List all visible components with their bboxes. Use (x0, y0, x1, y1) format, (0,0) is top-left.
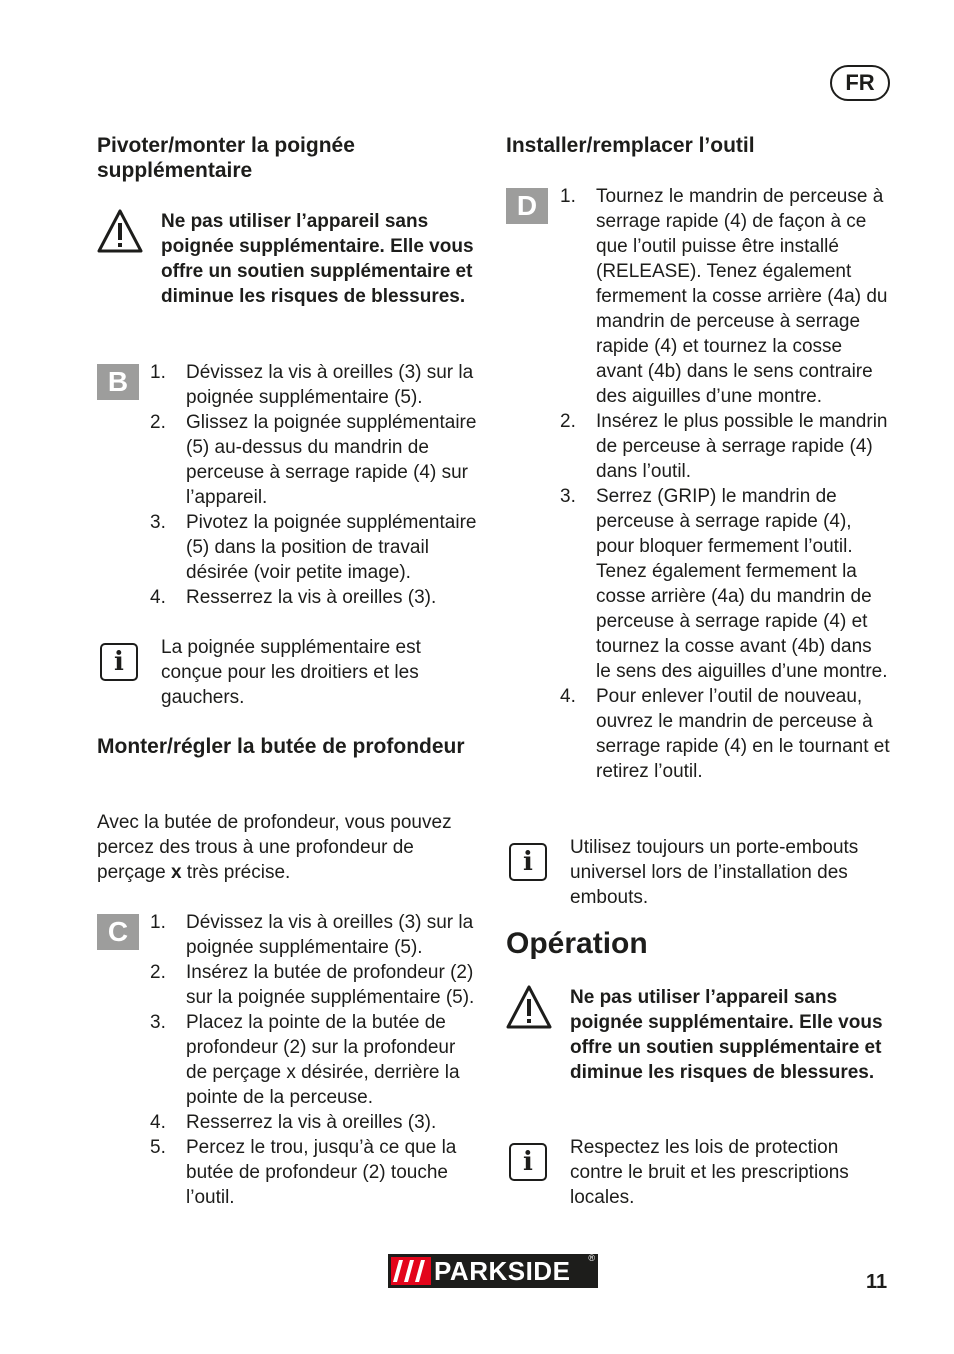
warning-text: Ne pas utiliser l’appareil sans poignée supplémentaire. Elle vous offre un soutien supplémentaire et diminue les risques de blessures. (161, 211, 474, 307)
figure-tile-c: C (97, 914, 139, 950)
parkside-logo (388, 1254, 598, 1288)
figure-tile-d: D (506, 188, 548, 224)
list-item: 2. Glissez la poignée supplémentaire (5) au-dessus du mandrin de perceuse à serrage rapide (4) sur l’appareil. (150, 412, 477, 508)
steps-list-d (560, 184, 890, 784)
list-item: 3. Pivotez la poignée supplémentaire (5) dans la position de travail désirée (voir petite image). (150, 512, 477, 583)
list-item: 4. Resserrez la vis à oreilles (3). (150, 587, 437, 608)
info-icon: i (100, 643, 138, 681)
info-note-text: Respectez les lois de protection contre le bruit et les prescriptions locales. (570, 1137, 849, 1208)
list-item: 1. Tournez le mandrin de perceuse à serrage rapide (4) de façon à ce que l’outil puisse être installé (RELEASE). Tenez également fermement la cosse arrière (4a) du mandrin de perceuse à serrage rapide (4) et tournez la cosse avant (4b) dans le sens contraire des aiguilles d’une montre. (560, 186, 888, 407)
logo-stripes-icon (391, 1257, 431, 1285)
logo-stripes (391, 1257, 431, 1285)
info-note-text: Utilisez toujours un porte-embouts universel lors de l’installation des embouts. (570, 837, 859, 908)
info-icon: i (509, 1143, 547, 1181)
list-item: 1. Dévissez la vis à oreilles (3) sur la poignée supplémentaire (5). (150, 362, 474, 408)
list-item: 4. Pour enlever l’outil de nouveau, ouvrez le mandrin de perceuse à serrage rapide (4) en le tournant et retirez l’outil. (560, 686, 890, 782)
depth-paragraph: Avec la butée de profondeur, vous pouvez percez des trous à une profondeur de perçage x très précise. (97, 812, 452, 883)
page-number: 11 (866, 1271, 888, 1293)
info-note-text: La poignée supplémentaire est conçue pour les droitiers et les gauchers. (161, 637, 421, 708)
steps-list-b (150, 360, 480, 610)
list-item: 5. Percez le trou, jusqu’à ce que la butée de profondeur (2) touche l’outil. (150, 1137, 457, 1208)
list-item: 3. Placez la pointe de la butée de profondeur (2) sur la profondeur de perçage x désirée, derrière la pointe de la perceuse. (150, 1012, 460, 1108)
warning-icon (96, 208, 144, 254)
warning-text: Ne pas utiliser l’appareil sans poignée supplémentaire. Elle vous offre un soutien supplémentaire et diminue les risques de blessures. (570, 987, 883, 1083)
list-item: 3. Serrez (GRIP) le mandrin de perceuse à serrage rapide (4), pour bloquer fermement l’outil. Tenez également fermement la cosse arrière (4a) du mandrin de perceuse à serrage rapide (4) et tournez la cosse avant (4b) dans le sens des aiguilles d’une montre. (560, 486, 888, 682)
section-title-handle: Pivoter/monter la poignée supplémentaire (97, 134, 355, 182)
list-item: 2. Insérez le plus possible le mandrin de perceuse à serrage rapide (4) dans l’outil. (560, 411, 888, 482)
warning-icon (505, 984, 553, 1030)
list-item: 1. Dévissez la vis à oreilles (3) sur la poignée supplémentaire (5). (150, 912, 474, 958)
info-icon: i (509, 843, 547, 881)
section-title-depth-stop: Monter/régler la butée de profondeur (97, 735, 465, 758)
language-badge: FR (830, 65, 890, 101)
section-title-tool: Installer/remplacer l’outil (506, 134, 755, 157)
logo-wordmark: PARKSIDE (434, 1256, 571, 1286)
steps-list-c (150, 910, 480, 1210)
section-title-operation: Opération (506, 927, 648, 960)
depth-variable: x (170, 862, 182, 883)
list-item: 2. Insérez la butée de profondeur (2) sur la poignée supplémentaire (5). (150, 962, 475, 1008)
figure-tile-b: B (97, 364, 139, 400)
registered-mark: ® (588, 1253, 595, 1263)
list-item: 4. Resserrez la vis à oreilles (3). (150, 1112, 437, 1133)
